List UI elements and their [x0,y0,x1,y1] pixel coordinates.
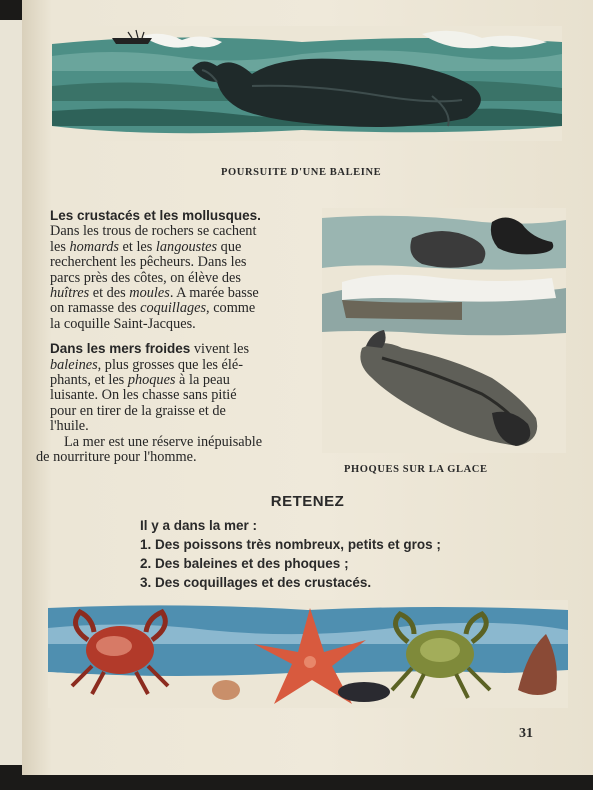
italic-term: moules [129,285,170,302]
mussel [338,682,390,702]
text-line: l'huile. [50,418,89,435]
italic-term: huîtres [50,285,90,302]
whale-caption: POURSUITE D'UNE BALEINE [221,167,382,178]
text-line: on ramasse des [50,300,141,317]
retenez-summary [140,516,441,592]
summary-intro: Il y a dans la mer : [140,518,258,533]
italic-term: langoustes [155,238,218,255]
text-line: phants, et les [50,372,128,389]
retenez-title: RETENEZ [270,493,345,510]
text-line: luisante. On les chasse sans pitié [50,387,237,404]
paragraph-heading: Les crustacés et les mollusques. [50,208,261,223]
text-line: la coquille Saint-Jacques. [50,315,196,332]
page-number: 31 [519,726,533,741]
text-line: Dans les trous de rochers se cachent [50,223,257,240]
text-line: à la peau [175,372,230,389]
italic-term: coquillages [140,300,207,317]
text-line: La mer est une réserve inépuisable [64,433,263,450]
summary-list [140,535,441,592]
text-line: parcs près des côtes, on élève des [50,269,241,286]
whale-hunt-illustration [52,26,562,141]
paragraph-crustaceans [50,208,310,332]
shell [212,680,240,700]
text-line: . A marée basse [169,285,259,302]
italic-term: phoques [127,372,176,389]
summary-item: 2. Des baleines et des phoques ; [140,556,349,571]
summary-item: 1. Des poissons très nombreux, petits et gros ; [140,537,441,552]
text-line: et des [89,285,130,302]
text-line: et les [118,238,156,255]
paragraph-reserve [36,433,310,466]
text-line: recherchent les pêcheurs. Dans les [50,254,247,271]
text-line: , comme [206,300,256,317]
text-line: vivent les [190,341,250,358]
italic-term: homards [69,238,119,255]
book-page [22,0,593,775]
text-line: , plus grosses que les élé- [97,356,243,373]
facing-page-edge [0,20,22,765]
text-line: pour en tirer de la graisse et de [50,402,226,419]
text-line: que [217,238,242,255]
summary-item: 3. Des coquillages et des crustacés. [140,575,372,590]
paragraph-cold-seas [50,341,310,434]
text-line: de nourriture pour l'homme. [36,449,197,466]
paragraph-heading: Dans les mers froides [50,341,191,357]
seals-caption: PHOQUES SUR LA GLACE [344,464,488,475]
text-line: les [50,238,70,255]
sea-creatures-illustration [48,600,568,708]
body-text [36,208,310,466]
seals-on-ice-illustration [322,208,566,453]
italic-term: baleines [50,356,98,373]
